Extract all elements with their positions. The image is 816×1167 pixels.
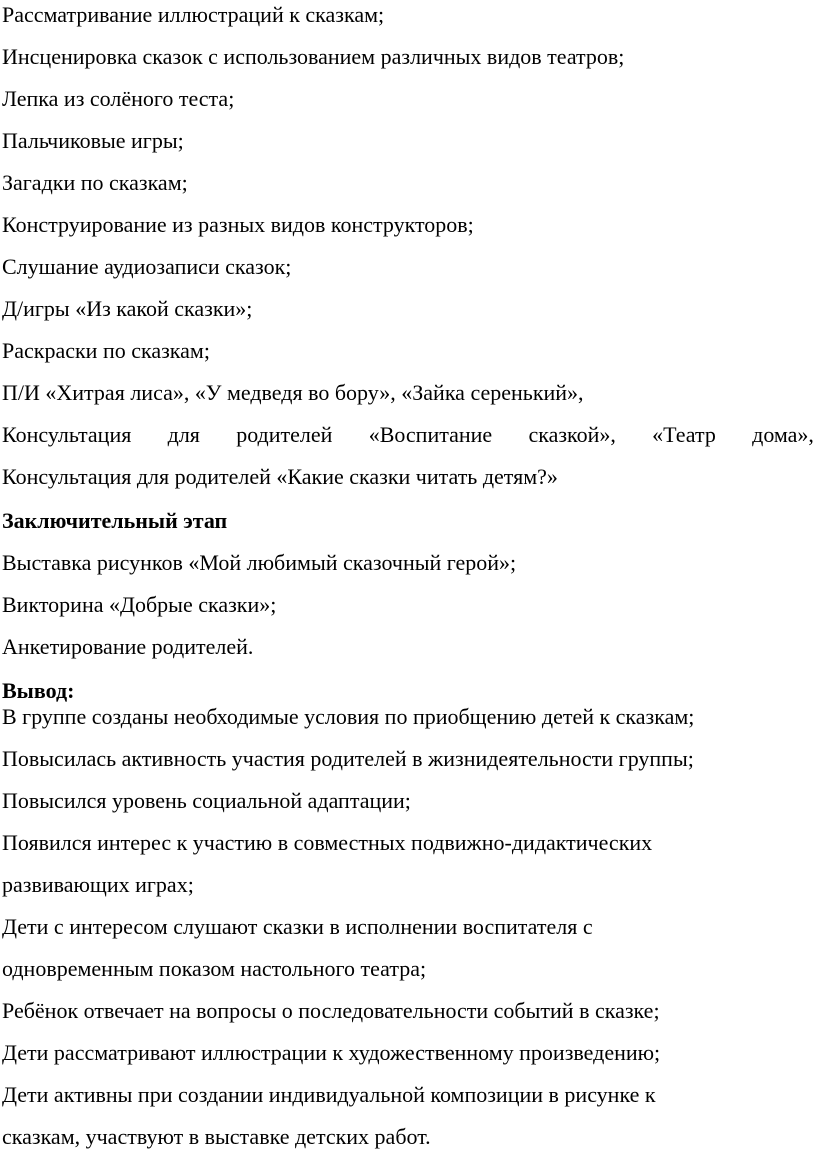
conclusion-line: развивающих играх; — [2, 872, 194, 897]
activity-line: Д/игры «Из какой сказки»; — [2, 296, 253, 321]
conclusion-heading: Вывод: — [2, 678, 75, 703]
consultation-line-1 — [2, 422, 814, 448]
final-stage-item: Анкетирование родителей. — [2, 634, 254, 659]
conclusion-line: Дети с интересом слушают сказки в исполнении воспитателя с — [2, 914, 593, 939]
conclusion-line: Ребёнок отвечает на вопросы о последовательности событий в сказке; — [2, 998, 660, 1023]
conclusion-line: В группе созданы необходимые условия по приобщению детей к сказкам; — [2, 704, 695, 729]
consultation-word: Консультация — [2, 422, 132, 447]
activity-line: П/И «Хитрая лиса», «У медведя во бору», «Зайка серенький», — [2, 380, 584, 405]
consultation-word: для — [167, 422, 200, 447]
activity-line: Слушание аудиозаписи сказок; — [2, 254, 292, 279]
activity-line: Рассматривание иллюстраций к сказкам; — [2, 2, 385, 27]
conclusion-line: одновременным показом настольного театра; — [2, 956, 427, 981]
final-stage-item: Викторина «Добрые сказки»; — [2, 592, 277, 617]
conclusion-line: Дети активны при создании индивидуальной композиции в рисунке к — [2, 1082, 656, 1107]
conclusion-line: Появился интерес к участию в совместных подвижно-дидактических — [2, 830, 653, 855]
activity-line: Лепка из солёного теста; — [2, 86, 235, 111]
activity-line: Раскраски по сказкам; — [2, 338, 210, 363]
activity-line: Инсценировка сказок с использованием различных видов театров; — [2, 44, 625, 69]
conclusion-line: Дети рассматривают иллюстрации к художественному произведению; — [2, 1040, 661, 1065]
activity-line: Пальчиковые игры; — [2, 128, 184, 153]
conclusion-line: Повысился уровень социальной адаптации; — [2, 788, 411, 813]
consultation-word: дома», — [752, 422, 814, 447]
consultation-word: родителей — [236, 422, 333, 447]
activity-line: Загадки по сказкам; — [2, 170, 188, 195]
consultation-word: «Воспитание — [368, 422, 493, 447]
final-stage-item: Выставка рисунков «Мой любимый сказочный герой»; — [2, 550, 517, 575]
final-stage-heading: Заключительный этап — [2, 508, 228, 533]
conclusion-line: сказкам, участвуют в выставке детских работ. — [2, 1124, 431, 1149]
activity-line: Конструирование из разных видов конструкторов; — [2, 212, 474, 237]
consultation-word: сказкой», — [528, 422, 616, 447]
conclusion-line: Повысилась активность участия родителей в жизнидеятельности группы; — [2, 746, 694, 771]
consultation-line-2: Консультация для родителей «Какие сказки читать детям?» — [2, 464, 558, 489]
consultation-word: «Театр — [652, 422, 716, 447]
